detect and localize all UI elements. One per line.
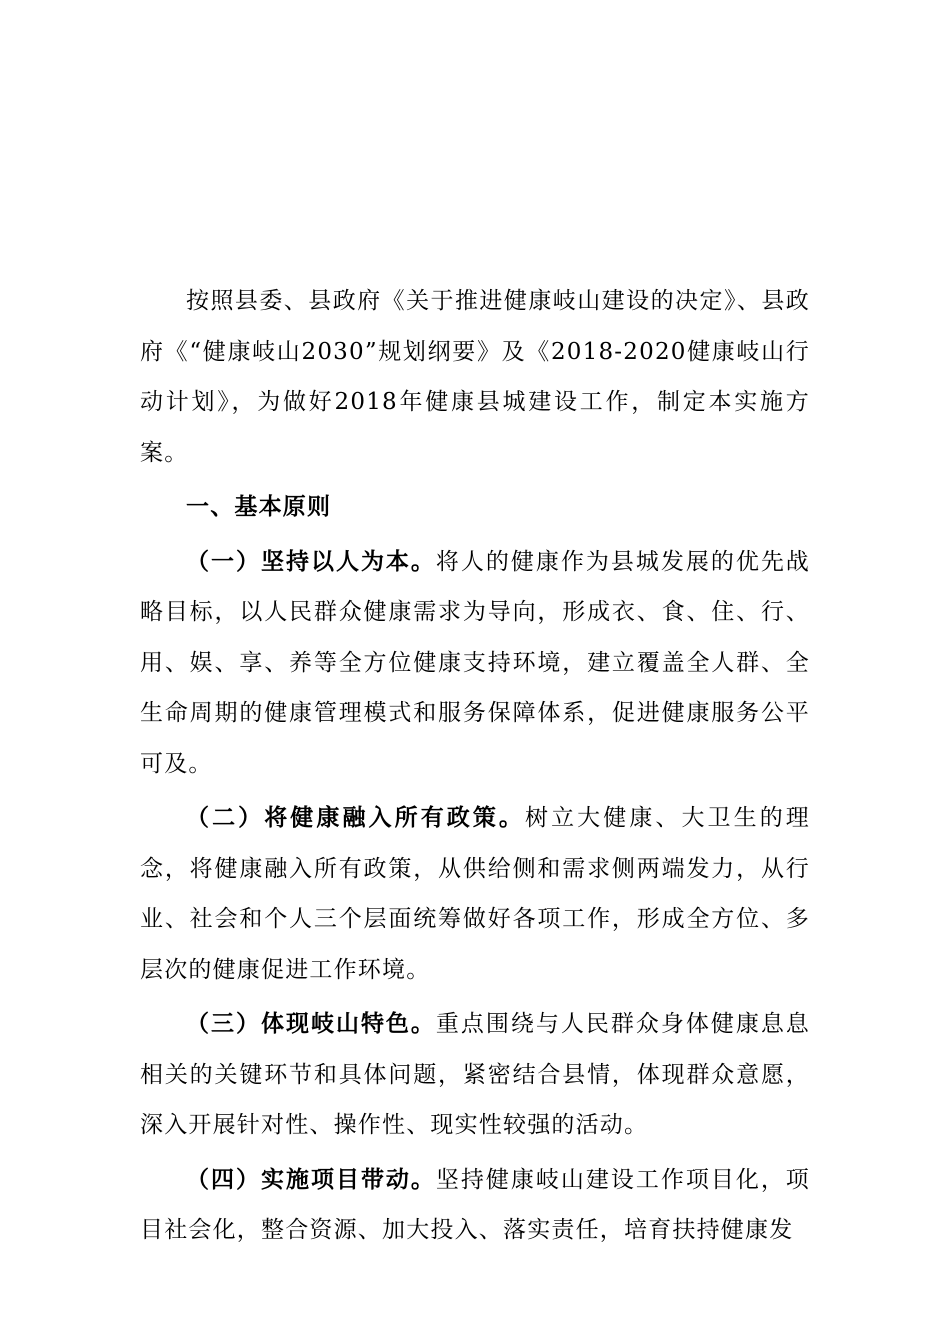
principle-lead-3: （三）体现岐山特色。	[186, 1011, 436, 1037]
principle-paragraph-4	[140, 1155, 810, 1256]
principle-paragraph-2	[140, 793, 810, 995]
principle-lead-4: （四）实施项目带动。	[186, 1166, 436, 1193]
principle-paragraph-3	[140, 999, 810, 1151]
principle-lead-2: （二）将健康融入所有政策。	[186, 805, 526, 831]
section-heading-basic-principles: 一、基本原则	[186, 494, 332, 520]
principle-text-1: 将人的健康作为县城发展的优先战略目标，以人民群众健康需求为导向，形成衣、食、住、行、用、娱、享、养等全方位健康支持环境，建立覆盖全人群、全生命周期的健康管理模式和服务保障体系，促进健康服务公平可及。	[140, 548, 811, 777]
principle-text-4: 坚持健康岐山建设工作项目化，项目社会化，整合资源、加大投入、落实责任，培育扶持健康发	[140, 1166, 811, 1243]
principle-text-2: 树立大健康、大卫生的理念，将健康融入所有政策，从供给侧和需求侧两端发力，从行业、社会和个人三个层面统筹做好各项工作，形成全方位、多层次的健康促进工作环境。	[140, 805, 810, 983]
principle-text-3: 重点围绕与人民群众身体健康息息相关的关键环节和具体问题，紧密结合县情，体现群众意愿，深入开展针对性、操作性、现实性较强的活动。	[140, 1011, 811, 1138]
principle-lead-1: （一）坚持以人为本。	[186, 548, 436, 575]
intro-paragraph: 按照县委、县政府《关于推进健康岐山建设的决定》、县政府《“健康岐山2030”规划纲要》及《2018-2020健康岐山行动计划》，为做好2018年健康县城建设工作，制定本实施方案。	[140, 288, 810, 466]
document-body	[140, 276, 810, 1256]
principle-paragraph-1	[140, 537, 810, 790]
